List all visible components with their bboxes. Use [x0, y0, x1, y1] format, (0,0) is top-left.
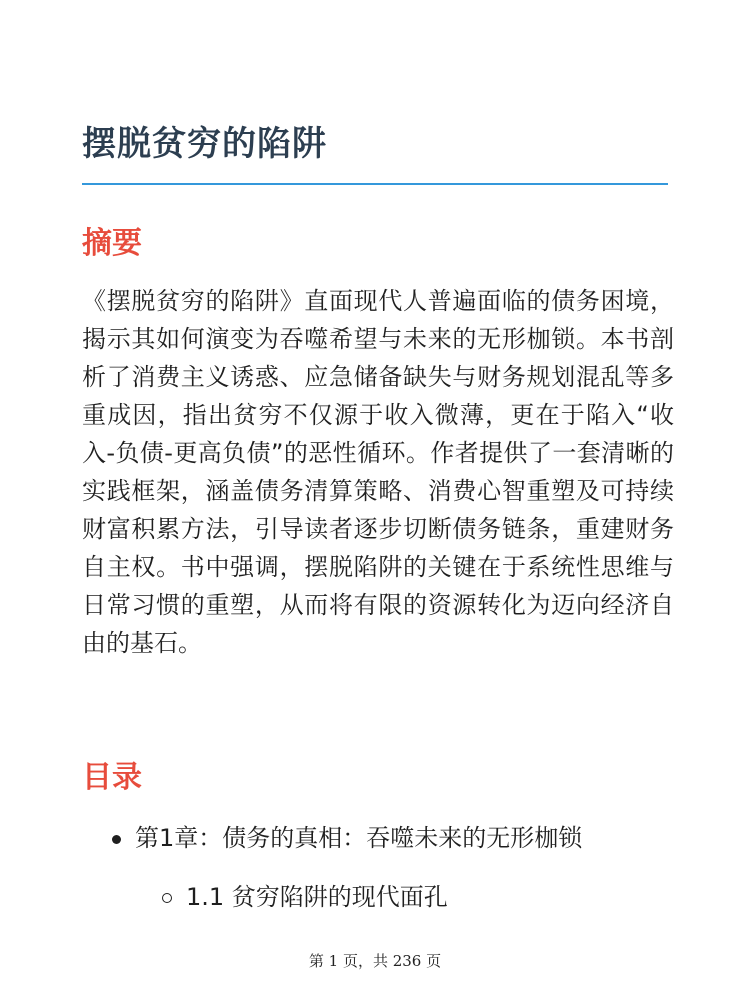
summary-heading: 摘要 [82, 226, 142, 261]
document-title: 摆脱贫穷的陷阱 [82, 124, 327, 164]
toc-item-chapter-1[interactable] [112, 818, 582, 853]
toc-item-section-1-1[interactable] [162, 877, 448, 912]
page-number-footer: 第 1 页，共 236 页 [308, 952, 442, 970]
toc-heading: 目录 [82, 760, 142, 795]
toc-item-label: 1.1 贫穷陷阱的现代面孔 [186, 883, 448, 911]
bullet-circle-icon [162, 893, 172, 903]
toc-item-label: 第1章：债务的真相：吞噬未来的无形枷锁 [135, 824, 583, 852]
bullet-disc-icon [112, 835, 121, 844]
summary-paragraph: 《摆脱贫穷的陷阱》直面现代人普遍面临的债务困境，揭示其如何演变为吞噬希望与未来的无形枷锁。本书剖析了消费主义诱惑、应急储备缺失与财务规划混乱等多重成因，指出贫穷不仅源于收入微薄，更在于陷入“收入-负债-更高负债”的恶性循环。作者提供了一套清晰的实践框架，涵盖债务清算策略、消费心智重塑及可持续财富积累方法，引导读者逐步切断债务链条，重建财务自主权。书中强调，摆脱陷阱的关键在于系统性思维与日常习惯的重塑，从而将有限的资源转化为迈向经济自由的基石。 [82, 287, 674, 657]
title-divider [82, 183, 668, 185]
